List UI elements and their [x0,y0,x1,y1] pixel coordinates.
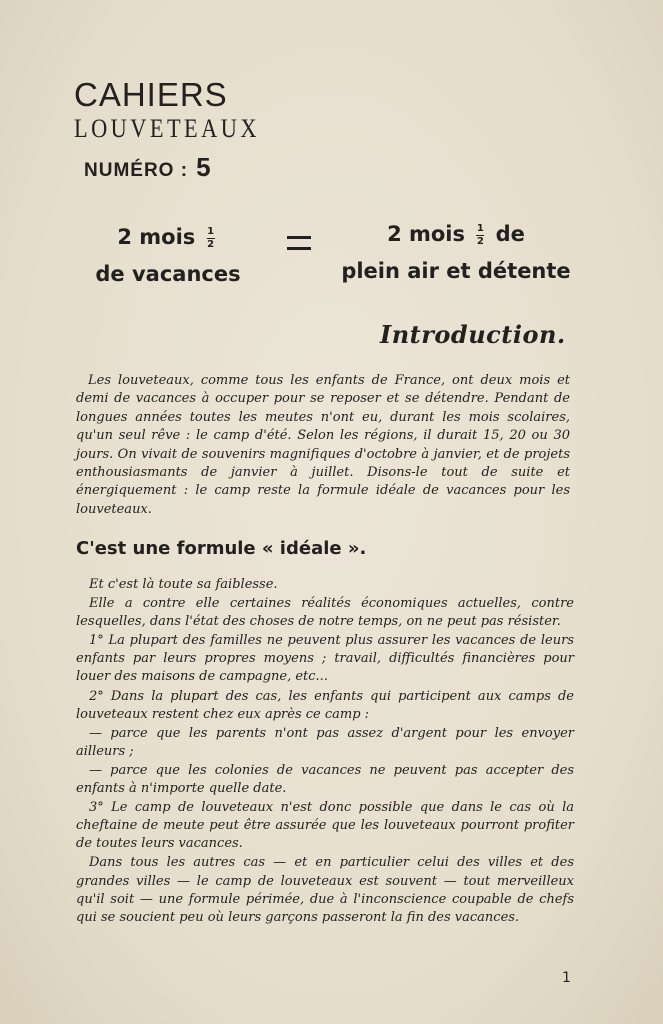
issue-number-value: 5 [196,152,212,182]
publication-subtitle: LOUVETEAUX [74,114,260,143]
body-paragraph: 1° La plupart des familles ne peuvent plus assurer les vacances de leurs enfants par leurs propres moyens ; travail, difficultés financières pour louer des maisons de campagne, etc... [76,633,574,685]
equals-sign [287,236,311,258]
fraction-half: $\frac{1}{2}$ [476,222,484,247]
slogan-right-line2: plein air et détente [341,259,571,283]
page-number: 1 [562,970,571,986]
fraction-half: $\frac{1}{2}$ [207,225,215,250]
introduction-heading: Introduction. [380,320,566,349]
slogan-right-line1 [340,216,572,253]
body-paragraph: 2° Dans la plupart des cas, les enfants qui participent aux camps de louveteaux restent chez eux après ce camp : [76,688,574,722]
body-paragraph: — parce que les parents n'ont pas assez d'argent pour les envoyer ailleurs ; [76,725,574,759]
slogan-right [340,216,572,290]
section-heading: C'est une formule « idéale ». [76,538,367,559]
publication-title: CAHIERS [74,76,228,113]
masthead [74,76,290,183]
slogan-left-line2: de vacances [95,262,241,286]
body-paragraph: Et c'est là toute sa faiblesse. [89,577,278,592]
slogan-right-prefix: 2 mois [387,222,466,246]
slogan-left-line1 [88,219,248,256]
body-paragraph: — parce que les colonies de vacances ne peuvent pas accepter des enfants à n'importe quelle date. [76,762,574,797]
section-body [76,576,574,928]
slogan-left-prefix: 2 mois [117,225,196,249]
body-paragraph: Elle a contre elle certaines réalités économiques actuelles, contre lesquelles, dans l'état des choses de notre temps, on ne peut pas résister. [76,596,574,630]
issue-number [84,152,290,183]
issue-number-label: NUMÉRO : [84,160,189,181]
slogan-right-suffix: de [495,222,525,246]
slogan-left [88,219,248,293]
body-paragraph: 3° Le camp de louveteaux n'est donc possible que dans le cas où la cheftaine de meute peut être assurée que les louveteaux pourront profiter de toutes leurs vacances. [76,800,574,852]
body-paragraph: Dans tous les autres cas — et en particulier celui des villes et des grandes villes — le camp de louveteaux est souvent — tout merveilleux qu'il soit — une formule périmée, due à l'inconscience coupable de chefs qui se soucient peu où leurs garçons passeront la fin des vacances. [76,855,574,925]
introduction-paragraph: Les louveteaux, comme tous les enfants de France, ont deux mois et demi de vacances à occuper pour se reposer et se détendre. Pendant de longues années toutes les meutes n'ont eu, durant les mois scolaires, qu'un seul rêve : le camp d'été. Selon les régions, il durait 15, 20 ou 30 jours. On vivait de souvenirs magnifiques d'octobre à janvier, et de projets enthousiasmants de janvier à juillet. Disons-le tout de suite et énergiquement : le camp reste la formule idéale de vacances pour les louveteaux. [76,373,570,517]
